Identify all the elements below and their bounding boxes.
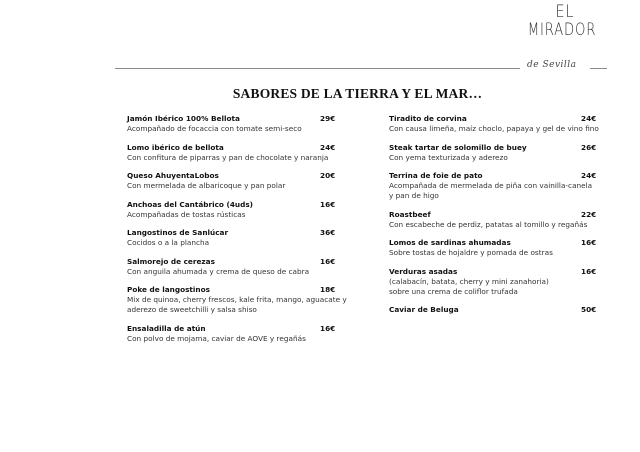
menu-item [389,305,624,315]
menu-item-name: Langostinos de Sanlúcar [127,228,229,237]
menu-item-name: Queso AhuyentaLobos [127,171,219,180]
menu-item-description: Con yema texturizada y aderezo [389,152,508,162]
logo-line-el: EL [555,2,575,22]
menu-item-name: Tiradito de corvina [389,114,467,123]
menu-item-description: Con confitura de piparras y pan de chocolate y naranja [127,152,329,162]
menu-item-price: 26€ [581,142,597,152]
menu-item-name: Poke de langostinos [127,285,210,294]
menu-item-description: y pan de higo [389,191,439,200]
menu-item-name: Lomo ibérico de bellota [127,142,224,152]
menu-item-price: 24€ [581,171,597,180]
menu-item-name: Steak tartar de solomillo de buey [389,142,527,152]
menu-item-name: Jamón Ibérico 100% Bellota [127,114,240,123]
menu-item-description: Acompañado de focaccia con tomate semi-seco [127,124,302,133]
menu-item [127,143,367,163]
menu-item-description: aderezo de sweetchilli y salsa shiso [127,305,257,314]
menu-item-price: 22€ [581,209,597,219]
header-divider-short [590,68,607,69]
menu-item-price: 16€ [320,199,336,209]
menu-item [127,114,367,134]
menu-item [127,228,367,248]
menu-item-price: 16€ [581,238,597,247]
menu-item-name: Caviar de Beluga [389,305,459,314]
menu-item-description: Con polvo de mojama, caviar de AOVE y regañás [127,333,306,343]
menu-item-name: Verduras asadas [389,266,458,276]
logo-subtitle: de Sevilla [527,60,577,70]
menu-item-description: Con escabeche de perdiz, patatas al tomillo y regañás [389,219,588,229]
menu-item [127,257,367,277]
menu-item-name: Anchoas del Cantábrico (4uds) [127,199,253,209]
menu-item-price: 18€ [320,285,336,294]
menu-item [389,210,624,230]
menu-item-price: 50€ [581,305,597,314]
menu-item [389,114,624,134]
menu-item-name: Lomos de sardinas ahumadas [389,238,511,247]
menu-item-description: Con anguila ahumada y crema de queso de cabra [127,266,310,276]
menu-item-description: Mix de quinoa, cherry frescos, kale frita, mango, aguacate y [127,295,347,304]
menu-item-price: 16€ [320,256,336,266]
menu-item-name: Ensaladilla de atún [127,323,206,333]
menu-item [127,200,367,220]
menu-item-description: Cocidos o a la plancha [127,238,210,247]
logo-line-mirador: MIRADOR [527,20,597,40]
menu-item-price: 16€ [320,323,336,333]
header-divider [115,68,520,69]
section-title: SABORES DE LA TIERRA Y EL MAR… [232,86,483,101]
menu-item-price: 16€ [581,266,597,276]
menu-item [389,143,624,163]
menu-item [127,324,367,344]
menu-item-description: Acompañada de mermelada de piña con vainilla-canela [389,181,593,190]
menu-item [389,267,624,297]
menu-item-description: (calabacín, batata, cherry y mini zanahoria) [389,276,549,286]
menu-item-name: Salmorejo de cerezas [127,256,215,266]
menu-item-name: Terrina de foie de pato [389,171,483,180]
menu-item-description: Acompañadas de tostas rústicas [127,209,246,219]
menu-item [389,171,624,201]
menu-item-description: sobre una crema de coliflor trufada [389,286,518,296]
menu-column-left [127,114,367,352]
menu-item [127,285,367,315]
menu-item-price: 20€ [320,171,336,180]
menu-item-name: Roastbeef [389,209,431,219]
menu-item-price: 24€ [320,142,336,152]
menu-item-price: 29€ [320,114,336,123]
menu-column-right [389,114,624,324]
menu-item [389,238,624,258]
menu-item-description: Con causa limeña, maíz choclo, papaya y gel de vino fino [389,124,599,133]
menu-item [127,171,367,191]
restaurant-logo [520,4,610,40]
menu-item-description: Sobre tostas de hojaldre y pomada de ostras [389,248,553,257]
menu-item-price: 24€ [581,114,597,123]
menu-item-description: Con mermelada de albaricoque y pan polar [127,181,286,190]
menu-item-price: 36€ [320,228,336,237]
